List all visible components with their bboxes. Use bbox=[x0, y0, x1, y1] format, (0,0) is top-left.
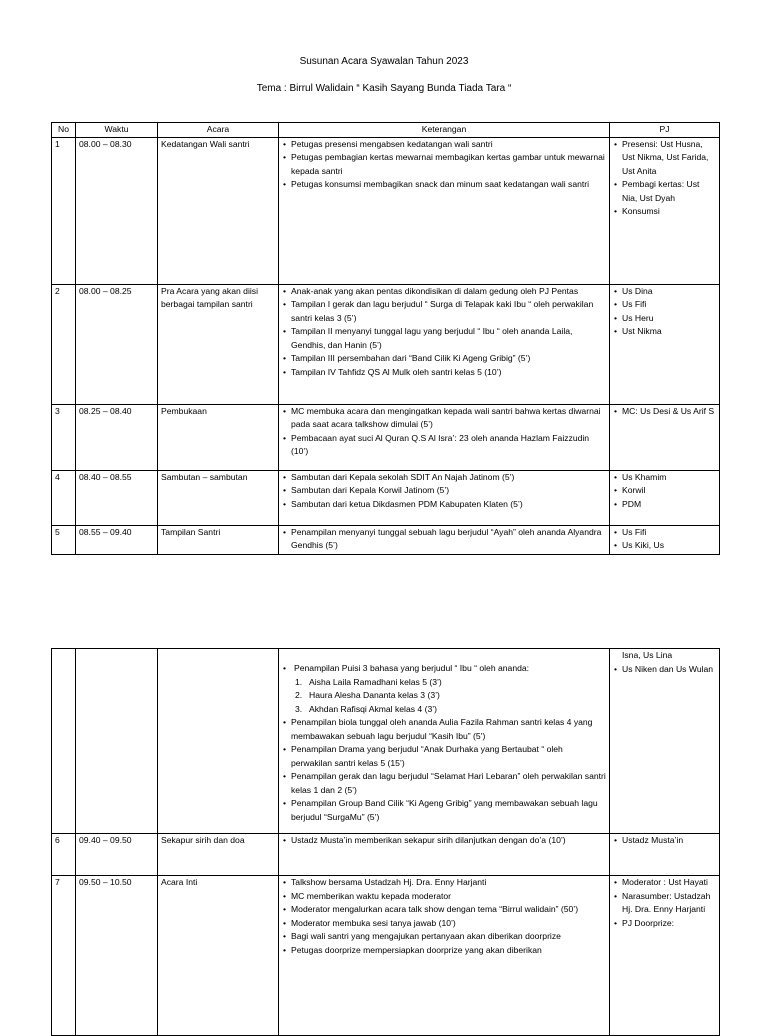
cell-acara: Acara Inti bbox=[158, 876, 279, 1036]
list-item: • Penampilan gerak dan lagu berjudul “Selamat Hari Lebaran” oleh perwakilan santri kelas 1 dan 2 (5’) bbox=[282, 770, 606, 797]
list-item: • Moderator membuka sesi tanya jawab (10’) bbox=[282, 917, 606, 931]
cell-acara: Sambutan – sambutan bbox=[158, 470, 279, 525]
header-acara: Acara bbox=[158, 123, 279, 138]
list-item: • Us Dina bbox=[613, 285, 716, 299]
cell-keterangan bbox=[279, 470, 610, 525]
list-item: • Penampilan Group Band Cilik “Ki Ageng Gribig” yang membawakan sebuah lagu berjudul “SurgaMu” (5’) bbox=[282, 797, 606, 824]
list-item: • PJ Doorprize: bbox=[613, 917, 716, 931]
list-item bbox=[291, 689, 606, 703]
list-number: 2. bbox=[295, 690, 303, 700]
list-item bbox=[282, 662, 606, 676]
list-item: • Us Kiki, Us bbox=[613, 539, 716, 553]
list-item: • Talkshow bersama Ustadzah Hj. Dra. Enny Harjanti bbox=[282, 876, 606, 890]
cell-waktu: 08.40 – 08.55 bbox=[76, 470, 158, 525]
list-item: • Pembagi kertas: Ust Nia, Ust Dyah bbox=[613, 178, 716, 205]
document-theme: Tema : Birrul Walidain “ Kasih Sayang Bunda Tiada Tara “ bbox=[256, 83, 512, 94]
cell-waktu: 08.00 – 08.30 bbox=[76, 137, 158, 284]
list-number: 3. bbox=[295, 703, 303, 714]
list-item: • Korwil bbox=[613, 484, 716, 498]
list-item: • Us Khamim bbox=[613, 471, 716, 485]
header-pj: PJ bbox=[610, 123, 720, 138]
list-item: • Sambutan dari Kepala sekolah SDIT An Najah Jatinom (5’) bbox=[282, 471, 606, 485]
cell-keterangan bbox=[279, 649, 610, 834]
schedule-table-page-1 bbox=[51, 122, 720, 555]
list-item: • Us Niken dan Us Wulan bbox=[613, 663, 716, 677]
list-item: • Us Fifi bbox=[613, 526, 716, 540]
numbered-list bbox=[282, 676, 606, 717]
list-item: • Anak-anak yang akan pentas dikondisikan di dalam gedung oleh PJ Pentas bbox=[282, 285, 606, 299]
list-item: • Bagi wali santri yang mengajukan pertanyaan akan diberikan doorprize bbox=[282, 930, 606, 944]
cell-pj bbox=[610, 284, 720, 404]
list-item-text: Akhdan Rafisqi Akmal kelas 4 (3’) bbox=[309, 703, 438, 714]
cell-pj bbox=[610, 137, 720, 284]
list-item bbox=[291, 676, 606, 690]
list-item bbox=[291, 703, 606, 717]
list-item: • Penampilan menyanyi tunggal sebuah lagu berjudul “Ayah” oleh ananda Alyandra Gendhis (5’) bbox=[282, 526, 606, 553]
list-item: • Ustadz Musta’in bbox=[613, 834, 716, 848]
list-item: • Ust Nikma bbox=[613, 325, 716, 339]
table-row bbox=[52, 525, 720, 554]
cell-pj bbox=[610, 876, 720, 1036]
cell-acara: Pra Acara yang akan diisi berbagai tampilan santri bbox=[158, 284, 279, 404]
cell-pj bbox=[610, 404, 720, 470]
table-row bbox=[52, 284, 720, 404]
list-item: • Tampilan II menyanyi tunggal lagu yang berjudul “ Ibu “ oleh ananda Laila, Gendhis, dan Hanin (5’) bbox=[282, 325, 606, 352]
list-item: • Us Fifi bbox=[613, 298, 716, 312]
list-item: • Sambutan dari Kepala Korwil Jatinom (5’) bbox=[282, 484, 606, 498]
list-item-text: Penampilan Puisi 3 bahasa yang berjudul “ Ibu “ oleh ananda: bbox=[294, 663, 530, 673]
cell-waktu: 08.00 – 08.25 bbox=[76, 284, 158, 404]
cell-keterangan bbox=[279, 137, 610, 284]
cell-no: 6 bbox=[52, 834, 76, 876]
table-row bbox=[52, 876, 720, 1036]
cell-pj bbox=[610, 470, 720, 525]
list-item: • Penampilan Drama yang berjudul “Anak Durhaka yang Bertaubat “ oleh perwakilan santri kelas 5 (15’) bbox=[282, 743, 606, 770]
cell-no: 3 bbox=[52, 404, 76, 470]
table-row bbox=[52, 834, 720, 876]
document-title: Susunan Acara Syawalan Tahun 2023 bbox=[299, 56, 469, 67]
list-item: • Petugas pembagian kertas mewarnai membagikan kertas gambar untuk mewarnai kepada santri bbox=[282, 151, 606, 178]
pj-continued-text: Isna, Us Lina bbox=[622, 650, 673, 660]
cell-waktu: 08.55 – 09.40 bbox=[76, 525, 158, 554]
list-item: • Petugas konsumsi membagikan snack dan minum saat kedatangan wali santri bbox=[282, 178, 606, 192]
cell-pj bbox=[610, 649, 720, 834]
schedule-table-page-2 bbox=[51, 648, 720, 1036]
table-row bbox=[52, 404, 720, 470]
cell-waktu bbox=[76, 649, 158, 834]
table-row bbox=[52, 470, 720, 525]
cell-no: 4 bbox=[52, 470, 76, 525]
cell-pj bbox=[610, 834, 720, 876]
cell-keterangan bbox=[279, 525, 610, 554]
list-number: 1. bbox=[295, 676, 303, 687]
header-waktu: Waktu bbox=[76, 123, 158, 138]
cell-no: 7 bbox=[52, 876, 76, 1036]
list-item: • MC: Us Desi & Us Arif S bbox=[613, 405, 716, 419]
cell-keterangan bbox=[279, 404, 610, 470]
cell-waktu: 08.25 – 08.40 bbox=[76, 404, 158, 470]
list-item: • Moderator : Ust Hayati bbox=[613, 876, 716, 890]
list-item: • Sambutan dari ketua Dikdasmen PDM Kabupaten Klaten (5’) bbox=[282, 498, 606, 512]
list-item: • Pembacaan ayat suci Al Quran Q.S Al Isra’: 23 oleh ananda Hazlam Faizzudin (10’) bbox=[282, 432, 606, 459]
list-item: • Presensi: Ust Husna, Ust Nikma, Ust Farida, Ust Anita bbox=[613, 138, 716, 179]
cell-keterangan bbox=[279, 284, 610, 404]
cell-keterangan bbox=[279, 876, 610, 1036]
list-item: • Tampilan I gerak dan lagu berjudul “ Surga di Telapak kaki Ibu “ oleh perwakilan santri kelas 3 (5’) bbox=[282, 298, 606, 325]
header-keterangan: Keterangan bbox=[279, 123, 610, 138]
list-item: • MC memberikan waktu kepada moderator bbox=[282, 890, 606, 904]
list-item: • Tampilan III persembahan dari “Band Cilik Ki Ageng Gribig” (5’) bbox=[282, 352, 606, 366]
list-item: • Narasumber: Ustadzah Hj. Dra. Enny Harjanti bbox=[613, 890, 716, 917]
cell-acara: Kedatangan Wali santri bbox=[158, 137, 279, 284]
list-item: • Konsumsi bbox=[613, 205, 716, 219]
cell-waktu: 09.40 – 09.50 bbox=[76, 834, 158, 876]
cell-no bbox=[52, 649, 76, 834]
list-item: • Ustadz Musta’in memberikan sekapur sirih dilanjutkan dengan do’a (10’) bbox=[282, 834, 606, 848]
list-item: • MC membuka acara dan mengingatkan kepada wali santri bahwa kertas diwarnai pada saat acara talkshow dimulai (5’) bbox=[282, 405, 606, 432]
cell-no: 2 bbox=[52, 284, 76, 404]
cell-acara: Pembukaan bbox=[158, 404, 279, 470]
cell-acara: Tampilan Santri bbox=[158, 525, 279, 554]
list-item: • Petugas doorprize mempersiapkan doorprize yang akan diberikan bbox=[282, 944, 606, 958]
cell-pj bbox=[610, 525, 720, 554]
table-row bbox=[52, 137, 720, 284]
header-no: No bbox=[52, 123, 76, 138]
cell-no: 5 bbox=[52, 525, 76, 554]
list-item-text: Haura Alesha Dananta kelas 3 (3’) bbox=[309, 690, 440, 700]
cell-keterangan bbox=[279, 834, 610, 876]
list-item-text: Aisha Laila Ramadhani kelas 5 (3’) bbox=[309, 676, 442, 687]
list-item: • Tampilan IV Tahfidz QS Al Mulk oleh santri kelas 5 (10’) bbox=[282, 366, 606, 380]
list-item: • Moderator mengalurkan acara talk show dengan tema “Birrul walidain” (50’) bbox=[282, 903, 606, 917]
cell-acara: Sekapur sirih dan doa bbox=[158, 834, 279, 876]
table-header-row bbox=[52, 123, 720, 138]
table-row bbox=[52, 649, 720, 834]
list-item: • Us Heru bbox=[613, 312, 716, 326]
list-item: • PDM bbox=[613, 498, 716, 512]
list-item: • Petugas presensi mengabsen kedatangan wali santri bbox=[282, 138, 606, 152]
cell-acara bbox=[158, 649, 279, 834]
cell-waktu: 09.50 – 10.50 bbox=[76, 876, 158, 1036]
list-item: • Penampilan biola tunggal oleh ananda Aulia Fazila Rahman santri kelas 4 yang membawakan sebuah lagu berjudul “Kasih Ibu” (5’) bbox=[282, 716, 606, 743]
cell-no: 1 bbox=[52, 137, 76, 284]
